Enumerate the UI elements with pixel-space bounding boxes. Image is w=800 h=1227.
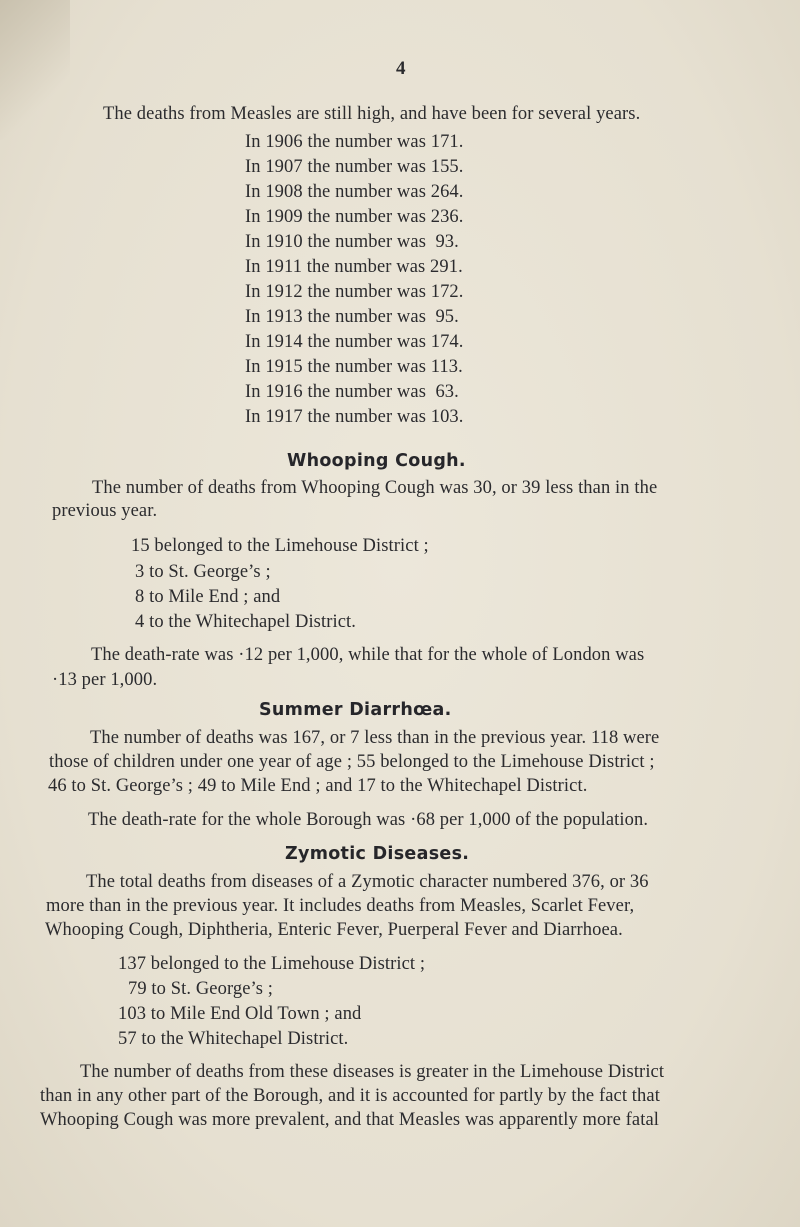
- measles-year-1907: In 1907 the number was 155.: [245, 157, 464, 177]
- whooping-cough-district-1: 15 belonged to the Limehouse District ;: [131, 536, 429, 556]
- zymotic-para-line-3: Whooping Cough, Diphtheria, Enteric Fever, Puerperal Fever and Diarrhoea.: [45, 920, 623, 940]
- measles-year-1916: In 1916 the number was 63.: [245, 382, 459, 402]
- summer-diarrhoea-para-line-3: 46 to St. George’s ; 49 to Mile End ; and 17 to the Whitechapel District.: [48, 776, 588, 796]
- zymotic-district-4: 57 to the Whitechapel District.: [118, 1029, 349, 1049]
- whooping-cough-rate-line-1: The death-rate was ·12 per 1,000, while that for the whole of London was: [91, 645, 645, 665]
- measles-year-1906: In 1906 the number was 171.: [245, 132, 464, 152]
- measles-year-1912: In 1912 the number was 172.: [245, 282, 464, 302]
- zymotic-para-line-2: more than in the previous year. It includes deaths from Measles, Scarlet Fever,: [46, 896, 635, 916]
- measles-year-1911: In 1911 the number was 291.: [245, 257, 463, 277]
- measles-year-1917: In 1917 the number was 103.: [245, 407, 464, 427]
- whooping-cough-para-line-1: The number of deaths from Whooping Cough was 30, or 39 less than in the: [92, 478, 658, 498]
- summer-diarrhoea-rate-line: The death-rate for the whole Borough was ·68 per 1,000 of the population.: [88, 810, 649, 830]
- measles-year-1910: In 1910 the number was 93.: [245, 232, 459, 252]
- whooping-cough-heading: Whooping Cough.: [287, 451, 466, 471]
- measles-year-1915: In 1915 the number was 113.: [245, 357, 463, 377]
- measles-year-1913: In 1913 the number was 95.: [245, 307, 459, 327]
- whooping-cough-rate-line-2: ·13 per 1,000.: [52, 670, 158, 690]
- whooping-cough-district-3: 8 to Mile End ; and: [135, 587, 281, 607]
- measles-year-1908: In 1908 the number was 264.: [245, 182, 464, 202]
- zymotic-district-1: 137 belonged to the Limehouse District ;: [118, 954, 426, 974]
- measles-year-1914: In 1914 the number was 174.: [245, 332, 464, 352]
- zymotic-para-line-1: The total deaths from diseases of a Zymotic character numbered 376, or 36: [86, 872, 649, 892]
- whooping-cough-district-4: 4 to the Whitechapel District.: [135, 612, 356, 632]
- page-corner-shadow: [0, 0, 70, 140]
- summer-diarrhoea-para-line-2: those of children under one year of age ; 55 belonged to the Limehouse District ;: [49, 752, 655, 772]
- page-number: 4: [396, 58, 406, 79]
- summer-diarrhoea-para-line-1: The number of deaths was 167, or 7 less than in the previous year. 118 were: [90, 728, 660, 748]
- measles-intro: The deaths from Measles are still high, and have been for several years.: [103, 104, 641, 124]
- whooping-cough-district-2: 3 to St. George’s ;: [135, 562, 271, 582]
- zymotic-closing-line-1: The number of deaths from these diseases is greater in the Limehouse District: [80, 1062, 665, 1082]
- zymotic-heading: Zymotic Diseases.: [285, 844, 470, 864]
- zymotic-closing-line-2: than in any other part of the Borough, and it is accounted for partly by the fact that: [40, 1086, 660, 1106]
- zymotic-district-3: 103 to Mile End Old Town ; and: [118, 1004, 362, 1024]
- whooping-cough-para-line-2: previous year.: [52, 501, 158, 521]
- measles-year-1909: In 1909 the number was 236.: [245, 207, 464, 227]
- zymotic-closing-line-3: Whooping Cough was more prevalent, and that Measles was apparently more fatal: [40, 1110, 660, 1130]
- summer-diarrhoea-heading: Summer Diarrhœa.: [259, 700, 452, 720]
- zymotic-district-2: 79 to St. George’s ;: [128, 979, 274, 999]
